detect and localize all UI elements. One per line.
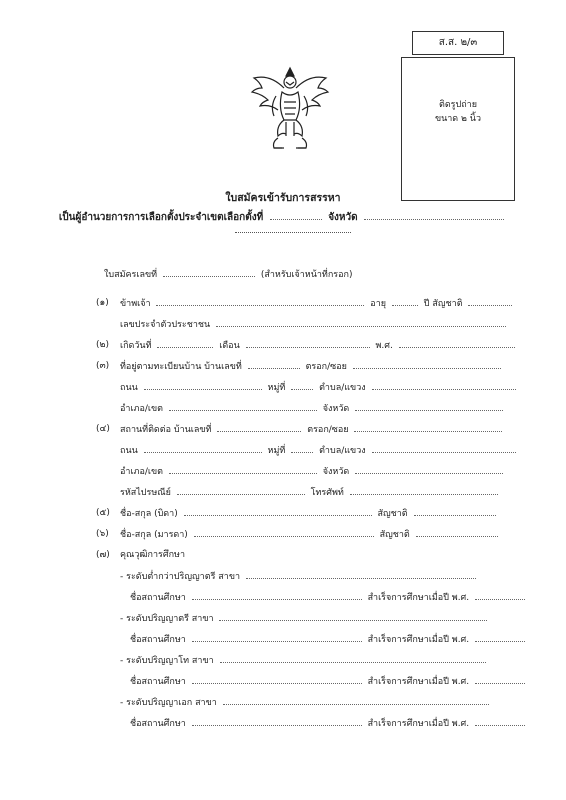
- item-5-row: [120, 507, 499, 520]
- birth-month-field[interactable]: [246, 339, 370, 348]
- school-field[interactable]: [192, 717, 362, 726]
- school-field[interactable]: [192, 675, 362, 684]
- edu-master-field[interactable]: [220, 654, 486, 663]
- contact-road-label: ถนน: [120, 446, 138, 456]
- school-label: ชื่อสถานศึกษา: [130, 677, 186, 687]
- applicant-name-label: ข้าพเจ้า: [120, 299, 151, 309]
- form-subtitle: [0, 210, 566, 225]
- garuda-emblem-icon: [250, 62, 330, 154]
- contact-moo-label: หมู่ที่: [267, 446, 286, 456]
- contact-alley-field[interactable]: [354, 423, 502, 432]
- item-6-row: [120, 528, 501, 541]
- postcode-field[interactable]: [177, 486, 305, 495]
- reg-province-label: จังหวัด: [322, 404, 350, 414]
- reg-moo-field[interactable]: [291, 381, 313, 390]
- mother-name-label: ชื่อ-สกุล (มารดา): [120, 530, 188, 540]
- subtitle-province: จังหวัด: [328, 212, 358, 223]
- mother-nationality-field[interactable]: [416, 528, 498, 537]
- nationality-label: สัญชาติ: [432, 299, 463, 309]
- phone-label: โทรศัพท์: [310, 488, 344, 498]
- graduated-year-field[interactable]: [475, 717, 525, 726]
- postcode-label: รหัสไปรษณีย์: [120, 488, 171, 498]
- graduated-year-field[interactable]: [475, 633, 525, 642]
- form-title: ใบสมัครเข้ารับการสรรหา: [225, 192, 341, 204]
- edu-doctor-row: [120, 696, 492, 709]
- id-field[interactable]: [216, 318, 506, 327]
- item-2-number: (๒): [96, 340, 109, 350]
- father-nationality-label: สัญชาติ: [377, 509, 408, 519]
- edu-bachelor-label: - ระดับปริญญาตรี สาขา: [120, 614, 214, 624]
- edu-bachelor-field[interactable]: [219, 612, 487, 621]
- province-field[interactable]: [364, 211, 504, 220]
- birth-day-label: เกิดวันที่: [120, 341, 152, 351]
- edu-doctor-field[interactable]: [223, 696, 489, 705]
- item-4-row-4: [120, 486, 501, 499]
- edu-below-bachelor-row: [120, 570, 479, 583]
- edu-below-bachelor-field[interactable]: [246, 570, 476, 579]
- age-field[interactable]: [392, 297, 418, 306]
- phone-field[interactable]: [350, 486, 498, 495]
- subtitle-constituency: เป็นผู้อำนวยการการเลือกตั้งประจำเขตเลือกตั้งที่: [58, 212, 264, 223]
- graduated-label: สำเร็จการศึกษาเมื่อปี พ.ศ.: [367, 677, 470, 687]
- item-3-row-3: [120, 402, 506, 415]
- item-4-row-3: [120, 465, 506, 478]
- item-7-number: (๗): [96, 550, 110, 560]
- reg-district-field[interactable]: [169, 402, 317, 411]
- father-name-field[interactable]: [184, 507, 372, 516]
- contact-house-label: สถานที่ติดต่อ บ้านเลขที่: [120, 425, 212, 435]
- photo-box: [401, 57, 515, 201]
- id-label: เลขประจำตัวประชาชน: [120, 320, 211, 330]
- birth-year-label: พ.ศ.: [375, 341, 393, 351]
- contact-province-label: จังหวัด: [322, 467, 350, 477]
- school-label: ชื่อสถานศึกษา: [130, 719, 186, 729]
- edu-master-label: - ระดับปริญญาโท สาขา: [120, 656, 214, 666]
- contact-alley-label: ตรอก/ซอย: [307, 425, 349, 435]
- graduated-label: สำเร็จการศึกษาเมื่อปี พ.ศ.: [367, 635, 470, 645]
- edu-master-row: [120, 654, 489, 667]
- mother-name-field[interactable]: [194, 528, 374, 537]
- application-number-label: ใบสมัครเลขที่: [104, 270, 158, 280]
- applicant-name-field[interactable]: [156, 297, 364, 306]
- contact-district-field[interactable]: [169, 465, 317, 474]
- item-4-number: (๔): [96, 424, 110, 434]
- father-nationality-field[interactable]: [414, 507, 496, 516]
- item-1-row: [120, 297, 515, 310]
- reg-road-field[interactable]: [144, 381, 262, 390]
- reg-district-label: อำเภอ/เขต: [120, 404, 163, 414]
- graduated-year-field[interactable]: [475, 591, 525, 600]
- form-code: ส.ส. ๒/๓: [438, 37, 478, 48]
- item-5-number: (๕): [96, 508, 110, 518]
- reg-alley-field[interactable]: [353, 360, 501, 369]
- edu-doctor-label: - ระดับปริญญาเอก สาขา: [120, 698, 217, 708]
- item-3-row-1: [120, 360, 504, 373]
- item-3-number: (๓): [96, 361, 110, 371]
- reg-road-label: ถนน: [120, 383, 138, 393]
- birth-month-label: เดือน: [219, 341, 240, 351]
- reg-province-field[interactable]: [355, 402, 503, 411]
- graduated-label: สำเร็จการศึกษาเมื่อปี พ.ศ.: [367, 593, 470, 603]
- contact-road-field[interactable]: [144, 444, 262, 453]
- item-4-row-2: [120, 444, 519, 457]
- school-label: ชื่อสถานศึกษา: [130, 635, 186, 645]
- contact-house-field[interactable]: [217, 423, 301, 432]
- photo-size: ขนาด ๒ นิ้ว: [434, 114, 482, 124]
- age-unit: ปี: [423, 299, 430, 309]
- edu-below-bachelor-school-row: [130, 591, 528, 604]
- reg-house-field[interactable]: [248, 360, 300, 369]
- school-field[interactable]: [192, 633, 362, 642]
- reg-moo-label: หมู่ที่: [267, 383, 286, 393]
- school-label: ชื่อสถานศึกษา: [130, 593, 186, 603]
- graduated-year-field[interactable]: [475, 675, 525, 684]
- graduated-label: สำเร็จการศึกษาเมื่อปี พ.ศ.: [367, 719, 470, 729]
- edu-master-school-row: [130, 675, 528, 688]
- education-label: คุณวุฒิการศึกษา: [120, 550, 186, 560]
- birth-day-field[interactable]: [157, 339, 213, 348]
- school-field[interactable]: [192, 591, 362, 600]
- item-3-row-2: [120, 381, 519, 394]
- item-4-row-1: [120, 423, 505, 436]
- contact-subdistrict-label: ตำบล/แขวง: [319, 446, 366, 456]
- reg-alley-label: ตรอก/ซอย: [305, 362, 347, 372]
- photo-label: ติดรูปถ่าย: [438, 100, 477, 110]
- father-name-label: ชื่อ-สกุล (บิดา): [120, 509, 178, 519]
- mother-nationality-label: สัญชาติ: [379, 530, 410, 540]
- edu-doctor-school-row: [130, 717, 528, 730]
- reg-house-label: ที่อยู่ตามทะเบียนบ้าน บ้านเลขที่: [120, 362, 242, 372]
- application-number-row: [104, 268, 353, 281]
- birth-year-field[interactable]: [399, 339, 515, 348]
- form-code-box: [412, 31, 504, 55]
- title-divider: [235, 232, 351, 233]
- application-number-note: (สำหรับเจ้าหน้าที่กรอก): [260, 270, 353, 280]
- contact-moo-field[interactable]: [291, 444, 313, 453]
- contact-province-field[interactable]: [355, 465, 503, 474]
- contact-district-label: อำเภอ/เขต: [120, 467, 163, 477]
- edu-bachelor-school-row: [130, 633, 528, 646]
- item-1-number: (๑): [96, 298, 109, 308]
- constituency-field[interactable]: [270, 211, 322, 220]
- contact-subdistrict-field[interactable]: [372, 444, 516, 453]
- nationality-field[interactable]: [468, 297, 512, 306]
- edu-bachelor-row: [120, 612, 490, 625]
- edu-below-bachelor-label: - ระดับต่ำกว่าปริญญาตรี สาขา: [120, 572, 241, 582]
- id-row: [120, 318, 509, 331]
- reg-subdistrict-field[interactable]: [372, 381, 516, 390]
- item-2-row: [120, 339, 518, 352]
- application-number-field[interactable]: [163, 268, 255, 277]
- reg-subdistrict-label: ตำบล/แขวง: [319, 383, 366, 393]
- item-6-number: (๖): [96, 529, 109, 539]
- age-label: อายุ: [370, 299, 387, 309]
